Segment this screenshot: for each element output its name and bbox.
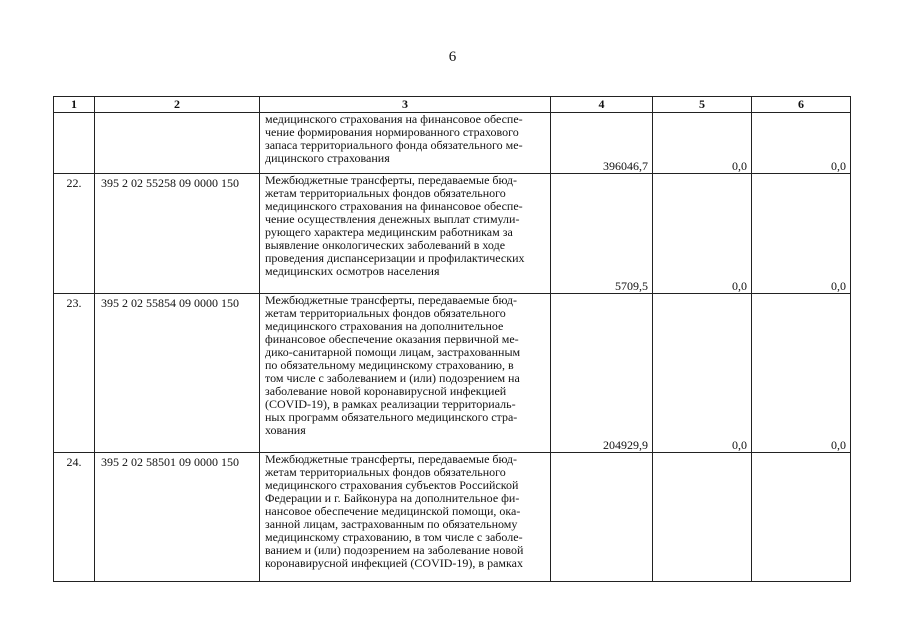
row-description <box>260 113 551 174</box>
value-col5 <box>653 453 752 582</box>
description-line: ных программ обязательного медицинского стра- <box>265 410 518 424</box>
column-header: 3 <box>260 97 551 113</box>
description-line: Федерации и г. Байконура на дополнительное фи- <box>265 491 520 505</box>
description-line: медицинского страхования субъектов Российской <box>265 478 519 492</box>
description-line: запаса территориального фонда обязательного ме- <box>265 138 523 152</box>
column-header: 4 <box>551 97 653 113</box>
value-col4: 396046,7 <box>551 113 653 174</box>
description-line: занной лицам, застрахованным по обязательному <box>265 517 518 531</box>
description-line: (COVID-19), в рамках реализации территориаль- <box>265 397 516 411</box>
budget-code: 395 2 02 55258 09 0000 150 <box>95 174 260 294</box>
description-line: жетам территориальных фондов обязательного <box>265 465 506 479</box>
description-line: ванием и (или) подозрением на заболевание новой <box>265 543 524 557</box>
description-line: жетам территориальных фондов обязательного <box>265 306 506 320</box>
description-line: Межбюджетные трансферты, передаваемые бюд- <box>265 173 517 187</box>
description-line: медицинского страхования на финансовое обеспе- <box>265 112 523 126</box>
description-line: том числе с заболеванием и (или) подозрением на <box>265 371 520 385</box>
row-description <box>260 174 551 294</box>
value-col4: 204929,9 <box>551 294 653 453</box>
value-col6: 0,0 <box>752 294 851 453</box>
description-line: дико-санитарной помощи лицам, застрахованным <box>265 345 521 359</box>
description-line: медицинскому страхованию, в том числе с заболе- <box>265 530 523 544</box>
description-line: выявление онкологических заболеваний в ходе <box>265 238 506 252</box>
budget-code <box>95 113 260 174</box>
description-line: жетам территориальных фондов обязательного <box>265 186 506 200</box>
row-description <box>260 453 551 582</box>
description-line: медицинского страхования на дополнительное <box>265 319 504 333</box>
row-number <box>54 113 95 174</box>
description-line: нансовое обеспечение медицинской помощи, ока- <box>265 504 521 518</box>
table-row <box>54 174 851 294</box>
value-col4 <box>551 453 653 582</box>
column-header: 6 <box>752 97 851 113</box>
description-line: финансовое обеспечение оказания первичной ме- <box>265 332 519 346</box>
value-col6 <box>752 453 851 582</box>
table-row <box>54 294 851 453</box>
row-number: 22. <box>54 174 95 294</box>
budget-code: 395 2 02 55854 09 0000 150 <box>95 294 260 453</box>
description-line: чение формирования нормированного страхового <box>265 125 519 139</box>
budget-table <box>53 96 851 582</box>
description-line: хования <box>265 423 306 437</box>
table-row <box>54 113 851 174</box>
description-line: проведения диспансеризации и профилактических <box>265 251 525 265</box>
column-header: 1 <box>54 97 95 113</box>
value-col5: 0,0 <box>653 174 752 294</box>
description-line: дицинского страхования <box>265 151 390 165</box>
description-line: Межбюджетные трансферты, передаваемые бюд- <box>265 293 517 307</box>
value-col6: 0,0 <box>752 174 851 294</box>
column-header: 5 <box>653 97 752 113</box>
row-description <box>260 294 551 453</box>
column-header: 2 <box>95 97 260 113</box>
row-number: 23. <box>54 294 95 453</box>
page-number: 6 <box>448 49 457 65</box>
value-col5: 0,0 <box>653 294 752 453</box>
description-line: рующего характера медицинским работникам за <box>265 225 513 239</box>
description-line: медицинских осмотров населения <box>265 264 440 278</box>
table-header-row <box>54 97 851 113</box>
description-line: по обязательному медицинскому страхованию, в <box>265 358 514 372</box>
description-line: заболевание новой коронавирусной инфекцией <box>265 384 507 398</box>
row-number: 24. <box>54 453 95 582</box>
value-col4: 5709,5 <box>551 174 653 294</box>
value-col5: 0,0 <box>653 113 752 174</box>
table-row <box>54 453 851 582</box>
value-col6: 0,0 <box>752 113 851 174</box>
description-line: Межбюджетные трансферты, передаваемые бюд- <box>265 452 517 466</box>
description-line: медицинского страхования на финансовое обеспе- <box>265 199 523 213</box>
budget-code: 395 2 02 58501 09 0000 150 <box>95 453 260 582</box>
description-line: чение осуществления денежных выплат стимули- <box>265 212 520 226</box>
description-line: коронавирусной инфекцией (COVID-19), в рамках <box>265 556 523 570</box>
